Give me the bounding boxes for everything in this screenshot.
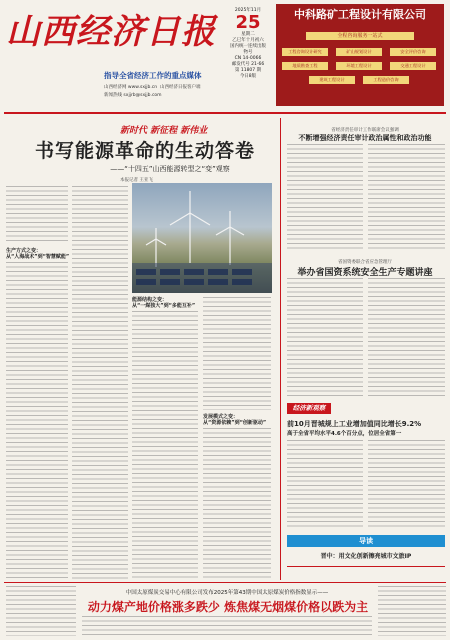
lead-headline: 书写能源革命的生动答卷 [34, 140, 255, 162]
ad-chip: 建筑工程设计 [309, 76, 355, 84]
page-count: 今日8版 [239, 74, 257, 79]
bottom-story-subhead: 中国太原煤炭交易中心有限公司发布2025年第43期中国太原煤炭价格指数显示—— [125, 590, 329, 596]
text-block [6, 262, 68, 580]
section-heading: 发展模式之变： [203, 414, 239, 420]
text-block [82, 616, 372, 638]
guide-tag: 导读 [287, 535, 445, 547]
lead-byline: 本报记者 王亚飞 [120, 178, 153, 183]
wind-turbine-illustration [132, 183, 272, 293]
text-block [203, 428, 271, 580]
issue-label: 国内统一连续出版物号 [230, 44, 266, 55]
text-block [203, 297, 271, 410]
bottom-story-headline[interactable]: 动力煤产地价格涨多跌少 炼焦煤无烟煤价格以跌为主 [87, 600, 369, 614]
section-heading: 从“资源依赖”到“创新驱动” [203, 420, 267, 426]
section-heading: 生产方式之变： [6, 248, 42, 254]
masthead-rule [4, 112, 446, 114]
ad-chip: 矿山规划设计 [336, 48, 382, 56]
ad-chip: 环境工程设计 [336, 62, 382, 70]
right-story2-kicker: 省国资委联合省应急管理厅 [338, 260, 392, 265]
section-heading: 从“一煤独大”到“多能互补” [132, 303, 196, 309]
ad-chip: 安全评价咨询 [390, 48, 436, 56]
lead-kicker: 新时代 新征程 新伟业 [120, 126, 208, 136]
bottom-divider [4, 582, 446, 583]
ad-chip: 交通工程设计 [390, 62, 436, 70]
right-story1-kicker: 省经济责任审计工作联席会议强调 [331, 128, 399, 133]
masthead-slogan: 指导全省经济工作的重点媒体 [104, 71, 202, 80]
text-block [368, 144, 445, 252]
ad-chip: 工程造价咨询 [363, 76, 409, 84]
text-block [378, 586, 446, 636]
text-block [132, 311, 198, 580]
section-heading: 能源结构之变： [132, 297, 168, 303]
econ-observation-tag: 经济新观察 [287, 403, 331, 414]
text-block [72, 186, 128, 580]
date-box [228, 8, 268, 80]
right-story1-headline[interactable]: 不断增强经济责任审计政治属性和政治功能 [298, 134, 432, 142]
text-block [287, 440, 363, 530]
ad-title: 中科路矿工程设计有限公司 [294, 8, 426, 21]
postal-code: 邮发代号 21-66 [231, 62, 265, 67]
right-story2-headline[interactable]: 举办省国资系统安全生产专题讲座 [297, 268, 433, 278]
newspaper-masthead-title: 山西经济日报 [6, 12, 216, 52]
serial-number: 第 11807 期 [234, 68, 262, 73]
text-block [368, 278, 445, 396]
column-divider [280, 118, 281, 580]
lead-subhead: ——“十四五”山西能源转型之“变”观察 [110, 165, 230, 173]
masthead-website: 山西经济网 www.sxjjb.cn [104, 85, 158, 90]
masthead-app: 山西经济日报客户端 [160, 85, 201, 90]
issue-number: CN 14-0066 [234, 56, 262, 61]
date-day: 25 [235, 12, 261, 33]
ad-chip: 地质勘查工程 [282, 62, 328, 70]
masthead-email: 新闻热线 sxjjrb@sxjjb.com [104, 93, 162, 98]
text-block [368, 440, 445, 530]
ad-chip: 工程咨询设计研究 [282, 48, 328, 56]
weekday: 星期二 [241, 32, 255, 37]
ad-subtitle: 全程咨询服务一站式 [306, 32, 414, 40]
company-ad[interactable] [276, 4, 444, 106]
lunar-date: 乙巳年十月初六 [232, 38, 264, 43]
text-block [287, 278, 363, 396]
divider [287, 566, 445, 567]
date-year-month: 2025年11月 [234, 8, 262, 13]
section-heading: 从“人海战术”到“智慧赋能” [6, 254, 70, 260]
text-block [6, 186, 68, 244]
guide-item-link[interactable]: 晋中：用文化创新擦亮城市文旅IP [320, 553, 412, 560]
text-block [287, 144, 363, 252]
wind-turbine-photo [132, 183, 272, 293]
econ-headline[interactable]: 前10月晋城规上工业增加值同比增长9.2% [287, 420, 422, 428]
econ-subhead: 高于全省平均水平4.6个百分点，位居全省第一 [287, 431, 402, 437]
